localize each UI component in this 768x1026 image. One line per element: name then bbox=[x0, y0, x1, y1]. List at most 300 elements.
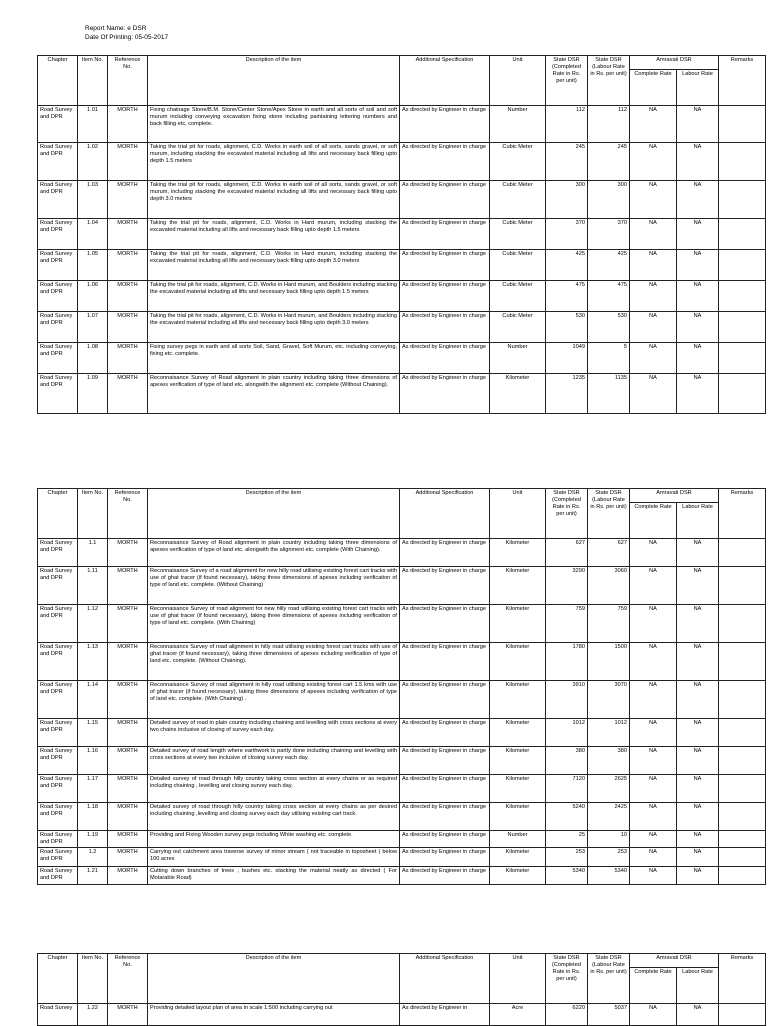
col-header-chapter: Chapter bbox=[38, 56, 78, 106]
unit-cell: Kilometer bbox=[490, 374, 546, 414]
col-header-chapter: Chapter bbox=[38, 954, 78, 1004]
unit-cell: Kilometer bbox=[490, 867, 546, 885]
description-cell: Taking the trial pit for roads, alignment, C.D. Works in earth soil of all sorts, sands gravel, or soft murum, including stacking the excavated material including all lifts and necessary back filling upto depth 3.0 meters bbox=[148, 181, 400, 219]
item-no-cell: 1.04 bbox=[78, 219, 108, 250]
chapter-cell: Road Survey and DPR bbox=[38, 605, 78, 643]
state-completed-rate-cell: 370 bbox=[546, 219, 588, 250]
description-cell: Taking the trial pit for roads, alignment, C.D. Works in Hard murum, and Boulders including stacking the excavated material including all lifts and necessary back filling upto depth 1.5 meters bbox=[148, 281, 400, 312]
remarks-cell bbox=[719, 605, 766, 643]
amravati-labour-rate-cell: NA bbox=[677, 681, 719, 719]
table-row bbox=[38, 719, 766, 747]
state-completed-rate-cell: 25 bbox=[546, 831, 588, 848]
col-header-description: Description of the item bbox=[148, 954, 400, 1004]
rate-table-page-3 bbox=[37, 953, 766, 1026]
col-header-remarks: Remarks bbox=[719, 489, 766, 539]
unit-cell: Kilometer bbox=[490, 719, 546, 747]
col-header-additional-spec: Additional Specification bbox=[400, 954, 490, 1004]
reference-cell: MORTH bbox=[108, 106, 148, 143]
description-cell: Reconnaisance Survey of Road alignment in plain country including taking three dimensions of apexes verification of type of land etc. alongwith the alignment etc. complete (With Chaining). bbox=[148, 539, 400, 567]
chapter-cell: Road Survey and DPR bbox=[38, 539, 78, 567]
state-labour-rate-cell: 5340 bbox=[588, 867, 630, 885]
remarks-cell bbox=[719, 719, 766, 747]
col-header-reference-no: Reference No. bbox=[108, 56, 148, 106]
amravati-labour-rate-cell: NA bbox=[677, 831, 719, 848]
col-header-item-no: Item No. bbox=[78, 489, 108, 539]
amravati-complete-rate-cell: NA bbox=[630, 848, 677, 867]
chapter-cell: Road Survey and DPR bbox=[38, 374, 78, 414]
chapter-cell: Road Survey and DPR bbox=[38, 747, 78, 775]
remarks-cell bbox=[719, 539, 766, 567]
col-header-item-no: Item No. bbox=[78, 56, 108, 106]
amravati-labour-rate-cell: NA bbox=[677, 219, 719, 250]
item-no-cell: 1.02 bbox=[78, 143, 108, 181]
amravati-complete-rate-cell: NA bbox=[630, 831, 677, 848]
chapter-cell: Road Survey and DPR bbox=[38, 219, 78, 250]
col-header-amravati-dsr: Amravati DSR bbox=[630, 954, 719, 968]
table-row bbox=[38, 848, 766, 867]
description-cell: Fixing survey pegs in earth and all sorts Soil, Sand, Gravel, Soft Murum, etc. including conveying, fixing etc. complete. bbox=[148, 343, 400, 374]
reference-cell: MORTH bbox=[108, 681, 148, 719]
state-labour-rate-cell: 1012 bbox=[588, 719, 630, 747]
state-labour-rate-cell: 300 bbox=[588, 181, 630, 219]
chapter-cell: Road Survey and DPR bbox=[38, 643, 78, 681]
item-no-cell: 1.13 bbox=[78, 643, 108, 681]
amravati-complete-rate-cell: NA bbox=[630, 343, 677, 374]
chapter-cell: Road Survey and DPR bbox=[38, 567, 78, 605]
table-row bbox=[38, 343, 766, 374]
chapter-cell: Road Survey and DPR bbox=[38, 848, 78, 867]
item-no-cell: 1.05 bbox=[78, 250, 108, 281]
remarks-cell bbox=[719, 1004, 766, 1026]
state-labour-rate-cell: 475 bbox=[588, 281, 630, 312]
amravati-complete-rate-cell: NA bbox=[630, 250, 677, 281]
col-header-state-dsr-labour: State DSR (Labour Rate in Rs. per unit) bbox=[588, 489, 630, 539]
col-header-labour-rate: Labour Rate bbox=[677, 70, 719, 106]
additional-spec-cell: As directed by Engineer in charge bbox=[400, 567, 490, 605]
additional-spec-cell: As directed by Engineer in charge bbox=[400, 374, 490, 414]
table-row bbox=[38, 539, 766, 567]
reference-cell: MORTH bbox=[108, 831, 148, 848]
remarks-cell bbox=[719, 747, 766, 775]
unit-cell: Number bbox=[490, 831, 546, 848]
remarks-cell bbox=[719, 181, 766, 219]
amravati-labour-rate-cell: NA bbox=[677, 250, 719, 281]
col-header-complete-rate: Complete Rate bbox=[630, 968, 677, 1004]
amravati-labour-rate-cell: NA bbox=[677, 643, 719, 681]
chapter-cell: Road Survey bbox=[38, 1004, 78, 1026]
item-no-cell: 1.12 bbox=[78, 605, 108, 643]
state-completed-rate-cell: 3910 bbox=[546, 681, 588, 719]
state-completed-rate-cell: 300 bbox=[546, 181, 588, 219]
unit-cell: Cubic Meter bbox=[490, 181, 546, 219]
amravati-complete-rate-cell: NA bbox=[630, 643, 677, 681]
amravati-complete-rate-cell: NA bbox=[630, 374, 677, 414]
reference-cell: MORTH bbox=[108, 803, 148, 831]
amravati-labour-rate-cell: NA bbox=[677, 775, 719, 803]
item-no-cell: 1.21 bbox=[78, 867, 108, 885]
table-row bbox=[38, 643, 766, 681]
state-completed-rate-cell: 380 bbox=[546, 747, 588, 775]
unit-cell: Cubic Meter bbox=[490, 312, 546, 343]
unit-cell: Acre bbox=[490, 1004, 546, 1026]
state-completed-rate-cell: 253 bbox=[546, 848, 588, 867]
reference-cell: MORTH bbox=[108, 643, 148, 681]
additional-spec-cell: As directed by Engineer in charge bbox=[400, 219, 490, 250]
table-row bbox=[38, 250, 766, 281]
table-row bbox=[38, 775, 766, 803]
description-cell: Detailed survey of road through hilly country taking cross section at every chains or as required including chaining , levelling and closing survey each day. bbox=[148, 775, 400, 803]
state-completed-rate-cell: 759 bbox=[546, 605, 588, 643]
amravati-complete-rate-cell: NA bbox=[630, 567, 677, 605]
unit-cell: Cubic Meter bbox=[490, 219, 546, 250]
col-header-item-no: Item No. bbox=[78, 954, 108, 1004]
additional-spec-cell: As directed by Engineer in charge bbox=[400, 681, 490, 719]
rate-table-page-1 bbox=[37, 55, 766, 414]
description-cell: Taking the trial pit for roads, alignment, C.D. Works in earth soil of all sorts, sands gravel, or soft murum, including stacking the excavated material including all lifts and necessary back filling upto depth 1.5 meters bbox=[148, 143, 400, 181]
table-row bbox=[38, 374, 766, 414]
description-cell: Carrying out catchment area traverse survey of minor stream ( not traceable in toposheet ) below 100 acres bbox=[148, 848, 400, 867]
chapter-cell: Road Survey and DPR bbox=[38, 312, 78, 343]
amravati-complete-rate-cell: NA bbox=[630, 181, 677, 219]
item-no-cell: 1.1 bbox=[78, 539, 108, 567]
col-header-remarks: Remarks bbox=[719, 954, 766, 1004]
remarks-cell bbox=[719, 219, 766, 250]
description-cell: Reconnaisance Survey of Road alignment in plain country including taking three dimensions of apexes verification of type of land etc. alongwith the alignment etc. complete (Without Chaining). bbox=[148, 374, 400, 414]
col-header-unit: Unit bbox=[490, 489, 546, 539]
report-header bbox=[85, 24, 168, 42]
table-row bbox=[38, 181, 766, 219]
chapter-cell: Road Survey and DPR bbox=[38, 681, 78, 719]
amravati-complete-rate-cell: NA bbox=[630, 312, 677, 343]
item-no-cell: 1.11 bbox=[78, 567, 108, 605]
remarks-cell bbox=[719, 281, 766, 312]
item-no-cell: 1.17 bbox=[78, 775, 108, 803]
state-completed-rate-cell: 1780 bbox=[546, 643, 588, 681]
amravati-labour-rate-cell: NA bbox=[677, 567, 719, 605]
table-row bbox=[38, 219, 766, 250]
col-header-amravati-dsr: Amravati DSR bbox=[630, 56, 719, 70]
state-completed-rate-cell: 5240 bbox=[546, 803, 588, 831]
description-cell: Providing detailed layout plan of area in scale 1:500 including carrying out bbox=[148, 1004, 400, 1026]
state-labour-rate-cell: 10 bbox=[588, 831, 630, 848]
amravati-labour-rate-cell: NA bbox=[677, 281, 719, 312]
state-completed-rate-cell: 530 bbox=[546, 312, 588, 343]
remarks-cell bbox=[719, 374, 766, 414]
table-row bbox=[38, 831, 766, 848]
col-header-labour-rate: Labour Rate bbox=[677, 968, 719, 1004]
additional-spec-cell: As directed by Engineer in charge bbox=[400, 848, 490, 867]
amravati-labour-rate-cell: NA bbox=[677, 143, 719, 181]
unit-cell: Cubic Meter bbox=[490, 143, 546, 181]
unit-cell: Kilometer bbox=[490, 775, 546, 803]
state-labour-rate-cell: 253 bbox=[588, 848, 630, 867]
unit-cell: Number bbox=[490, 343, 546, 374]
table-row bbox=[38, 605, 766, 643]
reference-cell: MORTH bbox=[108, 539, 148, 567]
amravati-complete-rate-cell: NA bbox=[630, 719, 677, 747]
amravati-labour-rate-cell: NA bbox=[677, 848, 719, 867]
reference-cell: MORTH bbox=[108, 1004, 148, 1026]
description-cell: Taking the trial pit for roads, alignment, C.D. Works in Hard murum, and Boulders including stacking the excavated material including all lifts and necessary back filling upto depth 3.0 meters bbox=[148, 312, 400, 343]
state-labour-rate-cell: 530 bbox=[588, 312, 630, 343]
additional-spec-cell: As directed by Engineer in charge bbox=[400, 106, 490, 143]
additional-spec-cell: As directed by Engineer in charge bbox=[400, 250, 490, 281]
amravati-complete-rate-cell: NA bbox=[630, 143, 677, 181]
description-cell: Reconnaisance Survey of road alignment in hilly road utilising existing forest cart tracks with use of ghat tracer (if found necessary), taking three dimensions of apexes including verification of type of land etc. complete. (Without Chaining). bbox=[148, 643, 400, 681]
amravati-labour-rate-cell: NA bbox=[677, 374, 719, 414]
col-header-additional-spec: Additional Specification bbox=[400, 56, 490, 106]
amravati-complete-rate-cell: NA bbox=[630, 605, 677, 643]
chapter-cell: Road Survey and DPR bbox=[38, 719, 78, 747]
state-labour-rate-cell: 3070 bbox=[588, 681, 630, 719]
state-completed-rate-cell: 112 bbox=[546, 106, 588, 143]
amravati-complete-rate-cell: NA bbox=[630, 775, 677, 803]
description-cell: Taking the trial pit for roads, alignment, C.D. Works in Hard murum, including stacking the excavated material including all lifts and necessary back filling upto depth 3.0 meters bbox=[148, 250, 400, 281]
state-completed-rate-cell: 5340 bbox=[546, 867, 588, 885]
unit-cell: Kilometer bbox=[490, 539, 546, 567]
reference-cell: MORTH bbox=[108, 719, 148, 747]
reference-cell: MORTH bbox=[108, 374, 148, 414]
reference-cell: MORTH bbox=[108, 747, 148, 775]
amravati-complete-rate-cell: NA bbox=[630, 219, 677, 250]
amravati-complete-rate-cell: NA bbox=[630, 747, 677, 775]
unit-cell: Kilometer bbox=[490, 803, 546, 831]
col-header-state-dsr-completed: State DSR (Completed Rate in Rs. per unit) bbox=[546, 489, 588, 539]
reference-cell: MORTH bbox=[108, 775, 148, 803]
col-header-description: Description of the item bbox=[148, 489, 400, 539]
item-no-cell: 1.08 bbox=[78, 343, 108, 374]
col-header-unit: Unit bbox=[490, 56, 546, 106]
remarks-cell bbox=[719, 775, 766, 803]
unit-cell: Kilometer bbox=[490, 681, 546, 719]
description-cell: Cutting down branches of trees , bushes etc. stacking the material neatly as directed ( For Motarable Road) bbox=[148, 867, 400, 885]
item-no-cell: 1.14 bbox=[78, 681, 108, 719]
unit-cell: Kilometer bbox=[490, 567, 546, 605]
remarks-cell bbox=[719, 106, 766, 143]
item-no-cell: 1.19 bbox=[78, 831, 108, 848]
state-completed-rate-cell: 3290 bbox=[546, 567, 588, 605]
reference-cell: MORTH bbox=[108, 281, 148, 312]
chapter-cell: Road Survey and DPR bbox=[38, 181, 78, 219]
state-labour-rate-cell: 627 bbox=[588, 539, 630, 567]
table-row bbox=[38, 681, 766, 719]
table-row bbox=[38, 803, 766, 831]
amravati-complete-rate-cell: NA bbox=[630, 1004, 677, 1026]
state-completed-rate-cell: 425 bbox=[546, 250, 588, 281]
state-completed-rate-cell: 627 bbox=[546, 539, 588, 567]
state-labour-rate-cell: 1500 bbox=[588, 643, 630, 681]
reference-cell: MORTH bbox=[108, 867, 148, 885]
table-row bbox=[38, 567, 766, 605]
rate-table-page-2 bbox=[37, 488, 766, 885]
state-labour-rate-cell: 1135 bbox=[588, 374, 630, 414]
amravati-labour-rate-cell: NA bbox=[677, 539, 719, 567]
unit-cell: Cubic Meter bbox=[490, 281, 546, 312]
item-no-cell: 1.07 bbox=[78, 312, 108, 343]
table-row bbox=[38, 106, 766, 143]
col-header-chapter: Chapter bbox=[38, 489, 78, 539]
reference-cell: MORTH bbox=[108, 343, 148, 374]
table-row bbox=[38, 281, 766, 312]
additional-spec-cell: As directed by Engineer in charge bbox=[400, 803, 490, 831]
col-header-state-dsr-completed: State DSR (Completed Rate in Rs. per unit) bbox=[546, 56, 588, 106]
state-labour-rate-cell: 3060 bbox=[588, 567, 630, 605]
item-no-cell: 1.09 bbox=[78, 374, 108, 414]
additional-spec-cell: As directed by Engineer in charge bbox=[400, 312, 490, 343]
chapter-cell: Road Survey and DPR bbox=[38, 250, 78, 281]
remarks-cell bbox=[719, 681, 766, 719]
additional-spec-cell: As directed by Engineer in charge bbox=[400, 343, 490, 374]
amravati-complete-rate-cell: NA bbox=[630, 281, 677, 312]
col-header-state-dsr-labour: State DSR (Labour Rate in Rs. per unit) bbox=[588, 56, 630, 106]
unit-cell: Cubic Meter bbox=[490, 250, 546, 281]
state-labour-rate-cell: 759 bbox=[588, 605, 630, 643]
col-header-unit: Unit bbox=[490, 954, 546, 1004]
col-header-state-dsr-labour: State DSR (Labour Rate in Rs. per unit) bbox=[588, 954, 630, 1004]
unit-cell: Kilometer bbox=[490, 747, 546, 775]
reference-cell: MORTH bbox=[108, 250, 148, 281]
reference-cell: MORTH bbox=[108, 605, 148, 643]
amravati-labour-rate-cell: NA bbox=[677, 106, 719, 143]
additional-spec-cell: As directed by Engineer in charge bbox=[400, 831, 490, 848]
chapter-cell: Road Survey and DPR bbox=[38, 343, 78, 374]
additional-spec-cell: As directed by Engineer in charge bbox=[400, 539, 490, 567]
remarks-cell bbox=[719, 867, 766, 885]
remarks-cell bbox=[719, 831, 766, 848]
col-header-reference-no: Reference No. bbox=[108, 954, 148, 1004]
amravati-labour-rate-cell: NA bbox=[677, 343, 719, 374]
item-no-cell: 1.01 bbox=[78, 106, 108, 143]
table-row bbox=[38, 143, 766, 181]
amravati-labour-rate-cell: NA bbox=[677, 719, 719, 747]
amravati-labour-rate-cell: NA bbox=[677, 181, 719, 219]
col-header-complete-rate: Complete Rate bbox=[630, 503, 677, 539]
item-no-cell: 1.03 bbox=[78, 181, 108, 219]
amravati-labour-rate-cell: NA bbox=[677, 803, 719, 831]
item-no-cell: 1.2 bbox=[78, 848, 108, 867]
description-cell: Reconnaisance Survey of a road alignment for new hilly road utilising existing forest cart tracks with use of ghat tracer (if found necessary), taking three dimensions of apexes including verification of type of land etc. complete. (Without Chaining) bbox=[148, 567, 400, 605]
remarks-cell bbox=[719, 312, 766, 343]
col-header-remarks: Remarks bbox=[719, 56, 766, 106]
unit-cell: Kilometer bbox=[490, 848, 546, 867]
item-no-cell: 1.22 bbox=[78, 1004, 108, 1026]
col-header-additional-spec: Additional Specification bbox=[400, 489, 490, 539]
amravati-complete-rate-cell: NA bbox=[630, 539, 677, 567]
state-completed-rate-cell: 6220 bbox=[546, 1004, 588, 1026]
additional-spec-cell: As directed by Engineer in charge bbox=[400, 281, 490, 312]
chapter-cell: Road Survey and DPR bbox=[38, 281, 78, 312]
state-labour-rate-cell: 5037 bbox=[588, 1004, 630, 1026]
description-cell: Reconnaisance Survey of road alignment in hilly road utilising existing forest cart 1.5 kms with use of ghat tracer (if found necessary), taking three dimensions of apexes including verification of type of land etc. complete. (With Chaining) . bbox=[148, 681, 400, 719]
item-no-cell: 1.18 bbox=[78, 803, 108, 831]
additional-spec-cell: As directed by Engineer in charge bbox=[400, 867, 490, 885]
state-labour-rate-cell: 380 bbox=[588, 747, 630, 775]
state-completed-rate-cell: 7120 bbox=[546, 775, 588, 803]
state-completed-rate-cell: 1235 bbox=[546, 374, 588, 414]
remarks-cell bbox=[719, 143, 766, 181]
state-completed-rate-cell: 1049 bbox=[546, 343, 588, 374]
col-header-description: Description of the item bbox=[148, 56, 400, 106]
item-no-cell: 1.16 bbox=[78, 747, 108, 775]
chapter-cell: Road Survey and DPR bbox=[38, 831, 78, 848]
col-header-labour-rate: Labour Rate bbox=[677, 503, 719, 539]
report-name: Report Name: e DSR bbox=[85, 25, 147, 32]
additional-spec-cell: As directed by Engineer in charge bbox=[400, 643, 490, 681]
additional-spec-cell: As directed by Engineer in charge bbox=[400, 719, 490, 747]
unit-cell: Kilometer bbox=[490, 643, 546, 681]
col-header-amravati-dsr: Amravati DSR bbox=[630, 489, 719, 503]
description-cell: Providing and Fixing Wooden survey pegs including White washing etc. complete. bbox=[148, 831, 400, 848]
col-header-complete-rate: Complete Rate bbox=[630, 70, 677, 106]
amravati-complete-rate-cell: NA bbox=[630, 803, 677, 831]
state-completed-rate-cell: 245 bbox=[546, 143, 588, 181]
remarks-cell bbox=[719, 803, 766, 831]
additional-spec-cell: As directed by Engineer in bbox=[400, 1004, 490, 1026]
chapter-cell: Road Survey and DPR bbox=[38, 106, 78, 143]
col-header-state-dsr-completed: State DSR (Completed Rate in Rs. per unit) bbox=[546, 954, 588, 1004]
description-cell: Detailed survey of road length where earthwork is partly done including chaining and levelling with cross sections at every two inclusive of closing survey each day. bbox=[148, 747, 400, 775]
state-labour-rate-cell: 5 bbox=[588, 343, 630, 374]
remarks-cell bbox=[719, 250, 766, 281]
reference-cell: MORTH bbox=[108, 848, 148, 867]
col-header-reference-no: Reference No. bbox=[108, 489, 148, 539]
state-labour-rate-cell: 370 bbox=[588, 219, 630, 250]
unit-cell: Number bbox=[490, 106, 546, 143]
reference-cell: MORTH bbox=[108, 312, 148, 343]
chapter-cell: Road Survey and DPR bbox=[38, 803, 78, 831]
additional-spec-cell: As directed by Engineer in charge bbox=[400, 605, 490, 643]
amravati-complete-rate-cell: NA bbox=[630, 681, 677, 719]
amravati-complete-rate-cell: NA bbox=[630, 106, 677, 143]
additional-spec-cell: As directed by Engineer in charge bbox=[400, 775, 490, 803]
state-labour-rate-cell: 245 bbox=[588, 143, 630, 181]
table-row bbox=[38, 1004, 766, 1026]
remarks-cell bbox=[719, 643, 766, 681]
additional-spec-cell: As directed by Engineer in charge bbox=[400, 143, 490, 181]
additional-spec-cell: As directed by Engineer in charge bbox=[400, 747, 490, 775]
amravati-labour-rate-cell: NA bbox=[677, 867, 719, 885]
state-labour-rate-cell: 2625 bbox=[588, 775, 630, 803]
description-cell: Detailed survey of road through hilly country taking cross section at every chains as per desired including chaining ,levelling and closing survey each day utilising existing cart track. bbox=[148, 803, 400, 831]
amravati-labour-rate-cell: NA bbox=[677, 605, 719, 643]
chapter-cell: Road Survey and DPR bbox=[38, 775, 78, 803]
table-row bbox=[38, 312, 766, 343]
reference-cell: MORTH bbox=[108, 567, 148, 605]
item-no-cell: 1.15 bbox=[78, 719, 108, 747]
remarks-cell bbox=[719, 567, 766, 605]
chapter-cell: Road Survey and DPR bbox=[38, 143, 78, 181]
description-cell: Reconnaisance Survey of road alignment for new hilly road utilising existing forest cart tracks with use of ghat tracer (if found necessary), taking three dimensions of apexes including verification of type of land etc. complete. (With Chaining) bbox=[148, 605, 400, 643]
state-labour-rate-cell: 425 bbox=[588, 250, 630, 281]
state-completed-rate-cell: 1012 bbox=[546, 719, 588, 747]
remarks-cell bbox=[719, 848, 766, 867]
reference-cell: MORTH bbox=[108, 219, 148, 250]
item-no-cell: 1.06 bbox=[78, 281, 108, 312]
unit-cell: Kilometer bbox=[490, 605, 546, 643]
print-date: Date Of Printing: 05-05-2017 bbox=[85, 34, 169, 41]
amravati-labour-rate-cell: NA bbox=[677, 1004, 719, 1026]
amravati-complete-rate-cell: NA bbox=[630, 867, 677, 885]
reference-cell: MORTH bbox=[108, 181, 148, 219]
state-completed-rate-cell: 475 bbox=[546, 281, 588, 312]
reference-cell: MORTH bbox=[108, 143, 148, 181]
table-row bbox=[38, 747, 766, 775]
amravati-labour-rate-cell: NA bbox=[677, 312, 719, 343]
description-cell: Detailed survey of road in plain country including chaining and levelling with cross sections at every two chains inclusive of closing of survey each day. bbox=[148, 719, 400, 747]
state-labour-rate-cell: 112 bbox=[588, 106, 630, 143]
additional-spec-cell: As directed by Engineer in charge bbox=[400, 181, 490, 219]
table-row bbox=[38, 867, 766, 885]
